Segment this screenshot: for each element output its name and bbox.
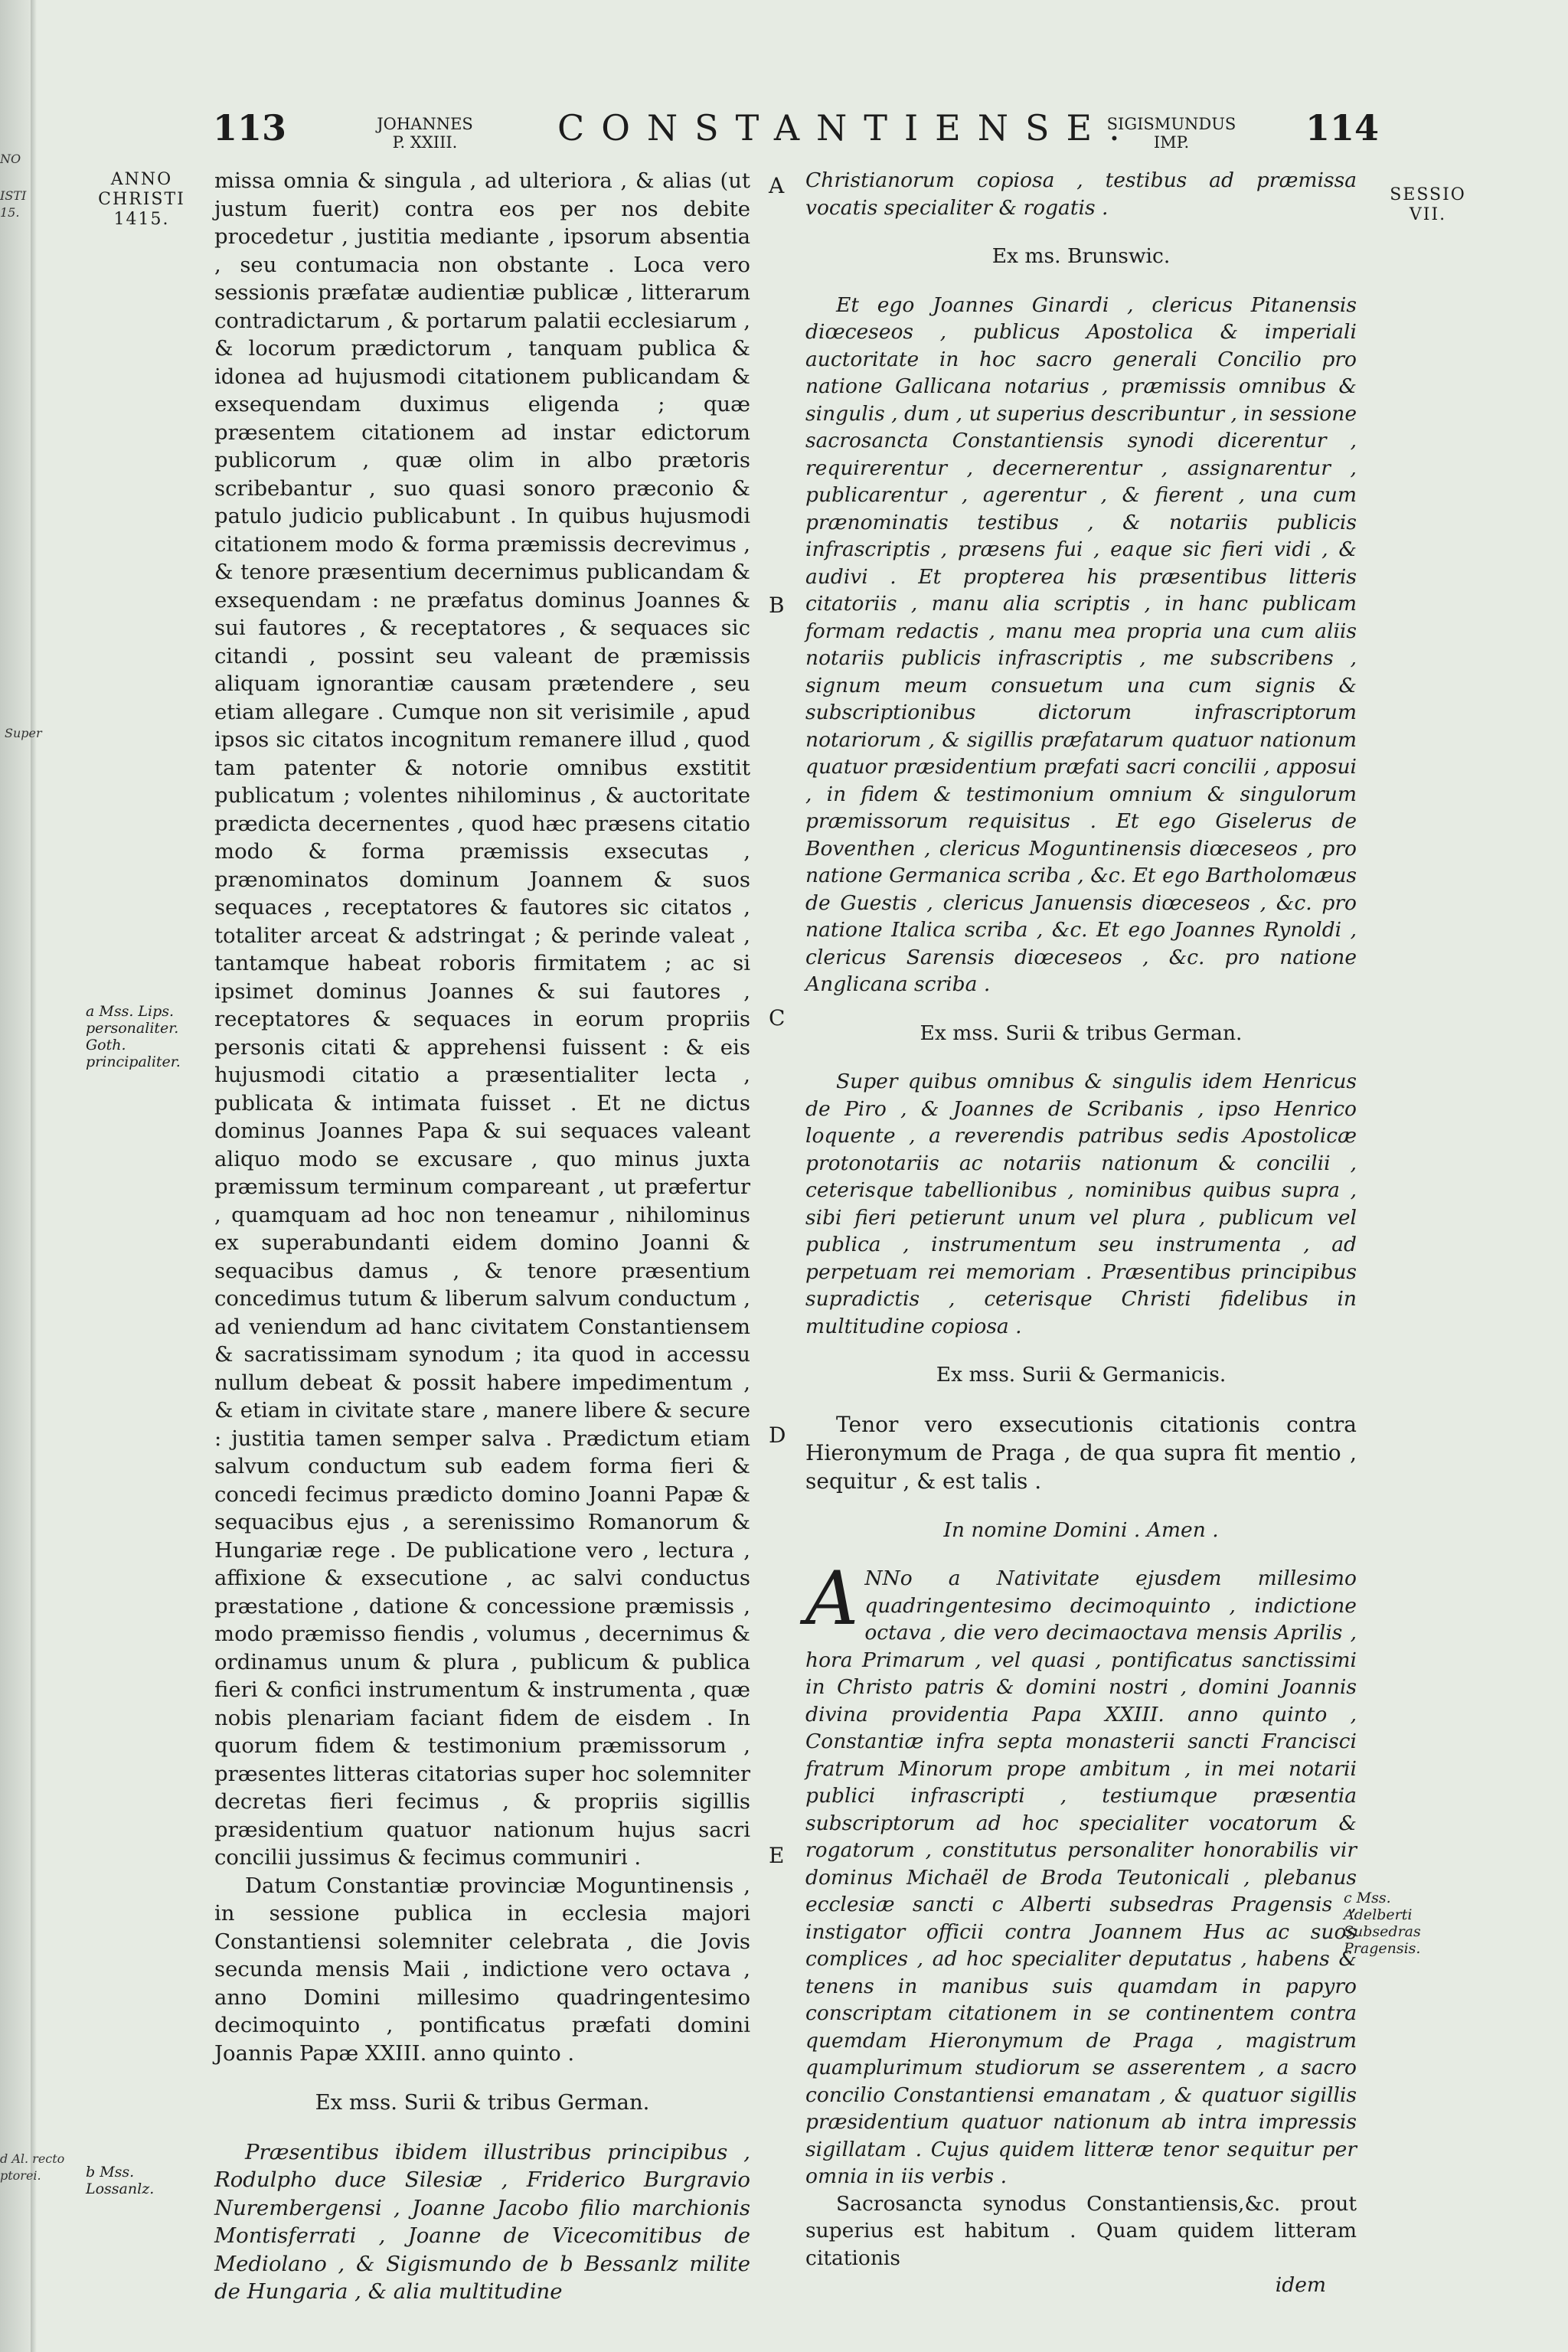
running-head-line: JOHANNES xyxy=(377,115,473,133)
body-paragraph: Sacrosancta synodus Constantiensis,&c. prout superius est habitum . Quam quidem litteram citationis xyxy=(805,2191,1357,2270)
page-number-left: 113 xyxy=(213,107,287,149)
section-heading: Ex mss. Surii & Germanicis. xyxy=(936,1363,1227,1387)
marginal-note-a: a Mss. Lips. personaliter. Goth. principaliter. xyxy=(86,1003,181,1070)
body-paragraph: Super quibus omnibus & singulis idem Henricus de Piro , & Joannes de Scribanis , ipso Henrico loquente , a reverendis patribus sedis Apostolicæ protonotariis ac notariis nationum & concilii , ceterisque tabellionibus , nominibus quibus supra , sibi fieri petierunt unum vel plura , publicum vel publica , instrumentum seu instrumenta , ad perpetuam rei memoriam . Præsentibus principibus supradictis , ceterisque Christi fidelibus in multitudine copiosa . xyxy=(805,1070,1357,1338)
bleed-note: ISTI xyxy=(0,188,27,203)
margin-head-line: VII. xyxy=(1409,205,1447,224)
marginal-note-c: c Mss. Adelberti Subsedras Pragensis. xyxy=(1344,1890,1421,1957)
running-head-line: SIGISMUNDUS xyxy=(1106,115,1236,133)
running-head-line: P. XXIII. xyxy=(392,133,458,152)
marginal-note-b: b Mss. Lossanlz. xyxy=(86,2164,155,2197)
body-paragraph: Tenor vero exsecutionis citationis contra Hieronymum de Praga , de qua supra fit mentio , sequitur , & est talis . xyxy=(805,1411,1357,1494)
section-heading: In nomine Domini . Amen . xyxy=(943,1517,1219,1542)
margin-head-line: ANNO xyxy=(110,170,173,189)
left-column xyxy=(214,167,750,2306)
running-head-line: IMP. xyxy=(1153,133,1190,152)
line-letter-e: E xyxy=(769,1843,785,1868)
body-paragraph: Datum Constantiæ provinciæ Moguntinensis , in sessione publica in ecclesia majori Constantiensi solemniter celebrata , die Jovis secunda mensis Maii , indictione vero octava , anno Domini millesimo quadringentesimo decimoquinto , pontificatus præfati domini Joannis Papæ XXIII. anno quinto . xyxy=(214,1873,750,2066)
section-heading: Ex ms. Brunswic. xyxy=(991,244,1171,268)
session-margin-head xyxy=(1378,185,1478,225)
body-paragraph: missa omnia & singula , ad ulteriora , & alias (ut justum fuerit) contra eos per nos debite procedetur , justitia mediante , ipsorum absentia , seu contumacia non obstante . Loca vero sessionis præfatæ audientiæ publicæ , litterarum contradictarum , & portarum palatii ecclesiarum , & locorum prædictorum , tanquam publica & idonea ad hujusmodi citationem publicandam & exsequendam duximus eligenda ; quæ præsentem citationem ad instar edictorum publicorum , quæ olim in albo prætoris scribebantur , suo quasi sonoro præconio & patulo judicio publicabunt . In quibus hujusmodi citationem modo & forma præmissis decrevimus , & tenore præsentium decernimus publicandam & exsequendam : ne præfatus dominus Joannes & sui fautores , & receptatores , & sequaces sic citandi , possint seu valeant de præmissis aliquam ignorantiæ causam prætendere , seu etiam allegare . Cumque non sit verisimile , apud ipsos sic citatos incognitum remanere illud , quod tam patenter & notorie omnibus exstitit publicatum ; volentes nihilominus , & auctoritate prædicta decernentes , quod hæc præsens citatio modo & forma præmissis exsecutas , prænominatos dominum Joannem & suos sequaces , receptatores & fautores sic citatos , totaliter arceat & adstringat ; & perinde valeat , tantamque habeat roboris firmitatem ; ac si ipsimet dominus Joannes & sui fautores , receptatores & sequaces in eorum propriis personis citati & apprehensi fuissent : & eis hujusmodi citatio a præsentialiter lecta , publicata & intimata fuisset . Et ne dictus dominus Joannes Papa & sui sequaces valeant aliquo modo se excusare , quo minus juxta præmissum terminum compareant , ut præfertur , quamquam ad hoc non teneamur , nihilominus ex superabundanti eidem domino Joanni & sequacibus damus , & tenore præsentium concedimus tutum & liberum salvum conductum , ad veniendum ad hanc civitatem Constantiensem & sacratissimam synodum ; ita quod in accessu nullum debeat & possit habere impedimentum , & etiam in civitate stare , manere libere & secure : justitia tamen semper salva . Prædictum etiam salvum conductum sub eadem forma fieri & concedi fecimus prædicto domino Joanni Papæ & sequacibus ejus , a serenissimo Romanorum & Hungariæ rege . De publicatione vero , lectura , affixione & exsecutione , ac salvi conductus præstatione , datione & concessione præmissis , modo præmisso fiendis , volumus , decernimus & ordinamus unum & plura , publicum & publica fieri & confici instrumentum & instrumenta , quæ nobis plenariam faciant fidem de eisdem . In quorum fidem & testimonium præmissorum , præsentes litteras citatorias super hoc solemniter decretas fieri fecimus , & propriis sigillis præsidentium quatuor nationum hujus sacri concilii jussimus & fecimus communiri . xyxy=(214,168,750,1870)
section-heading: Ex mss. Surii & tribus German. xyxy=(315,2090,650,2115)
line-letter-c: C xyxy=(769,1005,786,1031)
margin-head-line: 1415. xyxy=(113,210,170,229)
line-letter-b: B xyxy=(769,593,785,618)
drop-cap-paragraph: NNo a Nativitate ejusdem millesimo quadringentesimo decimoquinto , indictione octava , die vero decimaoctava mensis Aprilis , hora Primarum , vel quasi , pontificatus sanctissimi in Christo patris & domini nostri , domini Joannis divina providentia Papa XXIII. anno quinto , Constantiæ infra septa monasterii sancti Francisci fratrum Minorum prope ambitum , in mei notarii publici infrascripti , testiumque præsentia subscriptorum ad hoc specialiter vocatorum & rogatorum , constitutus personaliter honorabilis vir dominus Michaël de Broda Teutonicali , plebanus ecclesiæ sancti c Alberti subsedras Pragensis , instigator officii contra Joannem Hus ac suos complices , ad hoc specialiter deputatus , habens & tenens in manibus suis quamdam in papyro conscriptam citationem in se continentem contra quemdam Hieronymum de Praga , magistrum quamplurimum studiorum se asserentem , a sacro concilio Constantiensi emanatam , & quatuor sigillis præsidentium quatuor nationum ab intra impressis sigillatam . Cujus quidem litteræ tenor sequitur per omnia in iis verbis . xyxy=(805,1566,1357,2188)
running-head-right xyxy=(1095,115,1248,152)
previous-page-edge xyxy=(0,0,31,2352)
body-paragraph xyxy=(805,1556,1357,2190)
bleed-note: Super xyxy=(5,726,42,740)
bleed-note: ptorei. xyxy=(0,2168,41,2183)
margin-head-line: CHRISTI xyxy=(98,190,185,209)
page-number-right: 114 xyxy=(1305,107,1380,149)
line-letter-a: A xyxy=(769,173,785,198)
binding-fold xyxy=(31,0,37,2352)
line-letter-d: D xyxy=(769,1423,786,1448)
body-paragraph: Et ego Joannes Ginardi , clericus Pitanensis diœceseos , publicus Apostolica & imperiali auctoritate in hoc sacro generali Concilio pro natione Gallicana notarius , præmissis omnibus & singulis , dum , ut superius describuntur , in sessione sacrosancta Constantiensis synodi dicerentur , requirerentur , decernerentur , assignarentur , publicarentur , agerentur , & fierent , una cum prænominatis testibus , & notariis publicis infrascriptis , præsens fui , eaque sic fieri vidi , & audivi . Et propterea his præsentibus litteris citatoriis , manu alia scriptis , in hanc publicam formam redactis , manu mea propria una cum aliis notariis publicis infrascriptis , me subscribens , signum meum consuetum una cum signis & subscriptionibus dictorum infrascriptorum notariorum , & sigillis præfatarum quatuor nationum quatuor præsidentium præfati sacri concilii , apposui , in fidem & testimonium omnium & singulorum præmissorum requisitus . Et ego Giselerus de Boventhen , clericus Moguntinensis diœceseos , pro natione Germanica scriba , &c. Et ego Bartholomæus de Guestis , clericus Januensis diœceseos , &c. pro natione Italica scriba , &c. Et ego Joannes Rynoldi , clericus Sarensis diœceseos , &c. pro natione Anglicana scriba . xyxy=(805,292,1357,996)
running-head-left xyxy=(360,115,490,152)
bleed-note: NO xyxy=(0,152,21,166)
page-title: CONSTANTIENSE. xyxy=(557,107,1137,149)
margin-head-line: SESSIO xyxy=(1390,185,1466,204)
body-paragraph: Christianorum copiosa , testibus ad præmissa vocatis specialiter & rogatis . xyxy=(805,168,1357,220)
section-heading: Ex mss. Surii & tribus German. xyxy=(920,1021,1243,1045)
catchword: idem xyxy=(1275,2273,1326,2297)
bleed-note: d Al. recto xyxy=(0,2151,65,2166)
year-margin-head xyxy=(80,170,203,230)
drop-cap: A xyxy=(805,1556,859,1642)
right-column xyxy=(805,167,1357,2299)
body-paragraph: Præsentibus ibidem illustribus principibus , Rodulpho duce Silesiæ , Friderico Burgravio Nurembergensi , Joanne Jacobo filio marchionis Montisferrati , Joanne de Vicecomitibus de Mediolano , & Sigismundo de b Bessanlz milite de Hungaria , & alia multitudine xyxy=(214,2139,750,2304)
bleed-note: 15. xyxy=(0,205,20,220)
